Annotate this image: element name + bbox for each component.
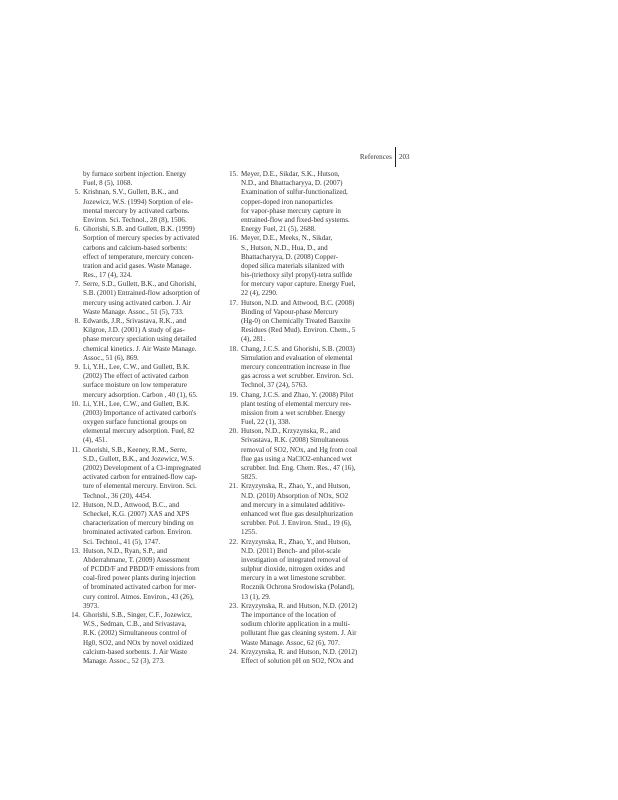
reference-line: Environ. Sci. Technol., 28 (8), 1506.	[83, 215, 187, 224]
reference-line: effect of temperature, mercury concen-	[83, 252, 194, 261]
reference-entry	[70, 280, 228, 317]
reference-line: (2002) Development of a Cl-impregnated	[83, 464, 201, 472]
reference-number: 14.	[71, 611, 80, 619]
reference-number: 10.	[71, 399, 80, 408]
reference-line: Hg0, SO2, and NOx by novel oxidized	[83, 638, 194, 647]
reference-line: (4), 451.	[83, 436, 108, 445]
reference-line: sulphur dioxide, nitrogen oxides and	[241, 565, 345, 574]
reference-line: Ghorishi, S.B. and Gullett, B.K. (1999)	[83, 225, 195, 234]
reference-line: Sorption of mercury species by activated	[83, 234, 200, 243]
reference-entry	[228, 299, 386, 345]
reference-line: Waste Manage. Assoc., 51 (5), 733.	[83, 307, 184, 316]
reference-entry	[70, 188, 228, 225]
reference-line: Srivastava, R.K. (2008) Simultaneous	[241, 436, 349, 445]
reference-line: Rocznik Ochrona Srodowiska (Poland),	[241, 583, 355, 592]
reference-line: Krzyzynska, R., Zhao, Y., and Hutson,	[241, 482, 351, 491]
reference-entry	[70, 611, 228, 666]
reference-number: 13.	[71, 546, 80, 555]
reference-line: for vapor-phase mercury capture in	[241, 206, 341, 215]
reference-line: tration and acid gases. Waste Manage.	[83, 261, 192, 270]
reference-number: 8.	[74, 317, 80, 325]
reference-line: Residues (Red Mud). Environ. Chem., 5	[241, 326, 356, 335]
reference-line: mercury adsorption. Carbon , 40 (1), 65.	[83, 390, 198, 399]
reference-line: Meyer, D.E., Meeks, N., Sikdar,	[241, 234, 333, 243]
reference-line: Krishnan, S.V., Gullett, B.K., and	[83, 188, 179, 197]
reference-line: oxygen surface functional groups on	[83, 418, 187, 427]
reference-line: enhanced wet flue gas desulphurization	[241, 509, 353, 518]
reference-number: 17.	[229, 298, 238, 307]
reference-line: W.S., Sedman, C.B., and Srivastava,	[83, 620, 187, 629]
reference-line: Examination of sulfur-functionalized,	[241, 188, 348, 197]
reference-line: flue gas using a NaClO2-enhanced wet	[241, 454, 352, 463]
reference-number: 7.	[74, 280, 80, 289]
reference-line: R.K. (2002) Simultaneous control of	[83, 629, 188, 638]
reference-line: mercury concentration increase in flue	[241, 362, 351, 371]
reference-line: Simulation and evaluation of elemental	[241, 353, 353, 362]
reference-line: mental mercury by activated carbons.	[83, 206, 190, 215]
reference-line: investigation of integrated removal of	[241, 555, 349, 564]
reference-line: by furnace sorbent injection. Energy	[83, 170, 187, 178]
reference-line: The importance of the location of	[241, 611, 337, 619]
reference-line: brominated activated carbon. Environ.	[83, 528, 192, 537]
reference-entry	[228, 602, 386, 648]
reference-line: (Hg-0) on Chemically Treated Bauxite	[241, 317, 351, 325]
reference-line: Jozewicz, W.S. (1994) Sorption of ele-	[83, 197, 193, 206]
reference-line: scrubber. Ind. Eng. Chem. Res., 47 (16),	[241, 464, 356, 472]
reference-number: 12.	[71, 500, 80, 509]
reference-line: characterization of mercury binding on	[83, 519, 194, 528]
reference-line: ture of elemental mercury. Environ. Sci.	[83, 482, 197, 491]
reference-line: Li, Y.H., Lee, C.W., and Gullett, B.K.	[83, 362, 190, 371]
reference-line: Manage. Assoc., 52 (3), 273.	[83, 656, 165, 665]
reference-line: Assoc., 51 (6), 869.	[83, 353, 139, 362]
running-header-title: References	[359, 153, 392, 161]
reference-entry	[70, 446, 228, 501]
reference-line: plant testing of elemental mercury ree-	[241, 399, 352, 408]
reference-line: copper-doped iron nanoparticles	[241, 197, 333, 206]
reference-number: 19.	[229, 390, 238, 399]
reference-entry	[70, 501, 228, 547]
reference-line: (4), 281.	[241, 335, 266, 344]
reference-number: 16.	[229, 234, 238, 243]
reference-line: elemental mercury adsorption. Fuel, 82	[83, 427, 195, 436]
reference-line: surface moisture on low temperature	[83, 381, 188, 390]
references-left-column	[70, 170, 228, 666]
reference-entry	[228, 234, 386, 298]
reference-entry	[228, 170, 386, 234]
reference-line: calcium-based sorbents. J. Air Waste	[83, 647, 188, 656]
reference-line: Ghorishi, S.B., Keeney, R.M., Serre,	[83, 445, 187, 454]
reference-line: Kilgroe, J.D. (2001) A study of gas-	[83, 326, 185, 335]
reference-line: coal-fired power plants during injection	[83, 574, 196, 583]
page-number: 203	[399, 153, 410, 161]
reference-line: mercury using activated carbon. J. Air	[83, 298, 192, 307]
references-right-column	[228, 170, 386, 666]
reference-line: entrained-flow and fixed-bed systems.	[241, 215, 350, 224]
reference-entry	[228, 391, 386, 428]
reference-line: N.D. (2010) Absorption of NOx, SO2	[241, 491, 349, 500]
reference-entry	[228, 482, 386, 537]
reference-line: Hutson, N.D., Ryan, S.P., and	[83, 546, 168, 555]
reference-number: 5.	[74, 188, 80, 197]
reference-line: 22 (4), 2290.	[241, 289, 278, 298]
reference-line: Edwards, J.R., Srivastava, R.K., and	[83, 317, 187, 325]
reference-line: Binding of Vapour-phase Mercury	[241, 307, 339, 316]
reference-line: Scheckel, K.G. (2007) XAS and XPS	[83, 509, 190, 518]
reference-line: S., Hutson, N.D., Hua, D., and	[241, 243, 328, 252]
reference-line: 1255.	[241, 528, 257, 537]
reference-line: Technol., 36 (20), 4454.	[83, 491, 152, 500]
reference-line: cury control. Atmos. Environ., 43 (26),	[83, 592, 194, 601]
reference-line: Hutson, N.D., Attwood, B.C., and	[83, 500, 180, 509]
reference-line: mission from a wet scrubber. Energy	[241, 408, 346, 417]
header-divider	[395, 147, 396, 167]
reference-line: scrubber. Pol. J. Environ. Stud., 19 (6),	[241, 519, 352, 528]
reference-entry	[70, 225, 228, 280]
reference-line: (2003) Importance of activated carbon's	[83, 408, 197, 417]
reference-line: Sci. Technol., 41 (5), 1747.	[83, 537, 161, 546]
reference-entry	[70, 363, 228, 400]
reference-line: of PCDD/F and PBDD/F emissions from	[83, 565, 200, 574]
reference-line: 3973.	[83, 601, 99, 610]
reference-number: 23.	[229, 601, 238, 610]
reference-number: 24.	[229, 647, 238, 656]
reference-entry	[228, 538, 386, 602]
reference-line: of brominated activated carbon for mer-	[83, 583, 197, 592]
reference-line: 13 (1), 29.	[241, 592, 271, 601]
reference-line: Res., 17 (4), 324.	[83, 271, 133, 280]
reference-line: Krzyzynska, R. and Hutson, N.D. (2012)	[241, 647, 358, 656]
reference-line: Chang, J.C.S. and Ghorishi, S.B. (2003)	[241, 344, 355, 353]
reference-line: S.B. (2001) Entrained-flow adsorption of	[83, 289, 201, 298]
reference-line: Hutson, N.D. and Attwood, B.C. (2008)	[241, 298, 355, 307]
reference-line: mercury in a wet limestone scrubber.	[241, 574, 346, 583]
reference-line: Technol, 37 (24), 5763.	[241, 381, 308, 390]
reference-entry	[70, 170, 228, 188]
reference-number: 18.	[229, 344, 238, 353]
reference-line: pollutant flue gas cleaning system. J. Air	[241, 629, 357, 638]
reference-line: Krzyzynska, R. and Hutson, N.D. (2012)	[241, 601, 358, 610]
reference-line: carbons and calcium-based sorbents:	[83, 243, 188, 252]
reference-line: removal of SO2, NOx, and Hg from coal	[241, 445, 358, 454]
reference-number: 15.	[229, 170, 238, 178]
reference-line: sodium chlorite application in a multi-	[241, 620, 350, 629]
reference-line: Ghorishi, S.B., Singer, C.F., Jozewicz,	[83, 611, 192, 619]
reference-line: Serre, S.D., Gullett, B.K., and Ghorishi,	[83, 280, 197, 289]
reference-entry	[70, 400, 228, 446]
reference-line: Chang, J.C.S. and Zhao, Y. (2008) Pilot	[241, 390, 354, 399]
reference-line: doped silica materials silanized with	[241, 261, 345, 270]
reference-number: 20.	[229, 427, 238, 436]
reference-line: bis-(triethoxy silyl propyl)-tetra sulfide	[241, 271, 353, 280]
reference-line: Fuel, 22 (1), 338.	[241, 418, 291, 427]
reference-line: Effect of solution pH on SO2, NOx and	[241, 656, 354, 665]
reference-line: N.D., and Bhattacharyya, D. (2007)	[241, 179, 343, 188]
reference-line: Abderrahmane, T. (2009) Assessment	[83, 555, 190, 564]
reference-entry	[228, 345, 386, 391]
reference-line: S.D., Gullett, B.K., and Jozewicz, W.S.	[83, 454, 195, 463]
reference-number: 22.	[229, 537, 238, 546]
reference-line: (2002) The effect of activated carbon	[83, 372, 189, 381]
reference-line: Hutson, N.D., Krzyzynska, R., and	[241, 427, 341, 436]
reference-entry	[228, 427, 386, 482]
reference-line: for mercury vapor capture. Energy Fuel,	[241, 280, 356, 289]
reference-line: Energy Fuel, 21 (5), 2688.	[241, 225, 316, 234]
reference-line: chemical kinetics. J. Air Waste Manage.	[83, 344, 197, 353]
reference-line: phase mercury speciation using detailed	[83, 335, 197, 344]
reference-number: 21.	[229, 482, 238, 491]
running-header	[0, 147, 618, 167]
reference-line: N.D. (2011) Bench- and pilot-scale	[241, 546, 341, 555]
reference-line: Bhattacharyya, D. (2008) Copper-	[241, 252, 338, 261]
reference-line: Li, Y.H., Lee, C.W., and Gullett, B.K.	[83, 399, 190, 408]
reference-number: 11.	[71, 445, 80, 454]
reference-line: 5825.	[241, 473, 257, 482]
reference-number: 9.	[74, 362, 80, 371]
reference-line: Meyer, D.E., Sikdar, S.K., Hutson,	[241, 170, 340, 178]
reference-entry	[70, 317, 228, 363]
reference-line: Krzyzynska, R., Zhao, Y., and Hutson,	[241, 537, 351, 546]
reference-line: activated carbon for entrained-flow cap-	[83, 473, 198, 482]
reference-entry	[228, 648, 386, 666]
reference-entry	[70, 547, 228, 611]
reference-number: 6.	[74, 225, 80, 234]
reference-line: and mercury in a simulated additive-	[241, 500, 346, 509]
reference-line: gas across a wet scrubber. Environ. Sci.	[241, 372, 354, 381]
reference-line: Waste Manage. Assoc, 62 (6), 707.	[241, 638, 340, 647]
reference-line: Fuel, 8 (5), 1068.	[83, 179, 133, 188]
